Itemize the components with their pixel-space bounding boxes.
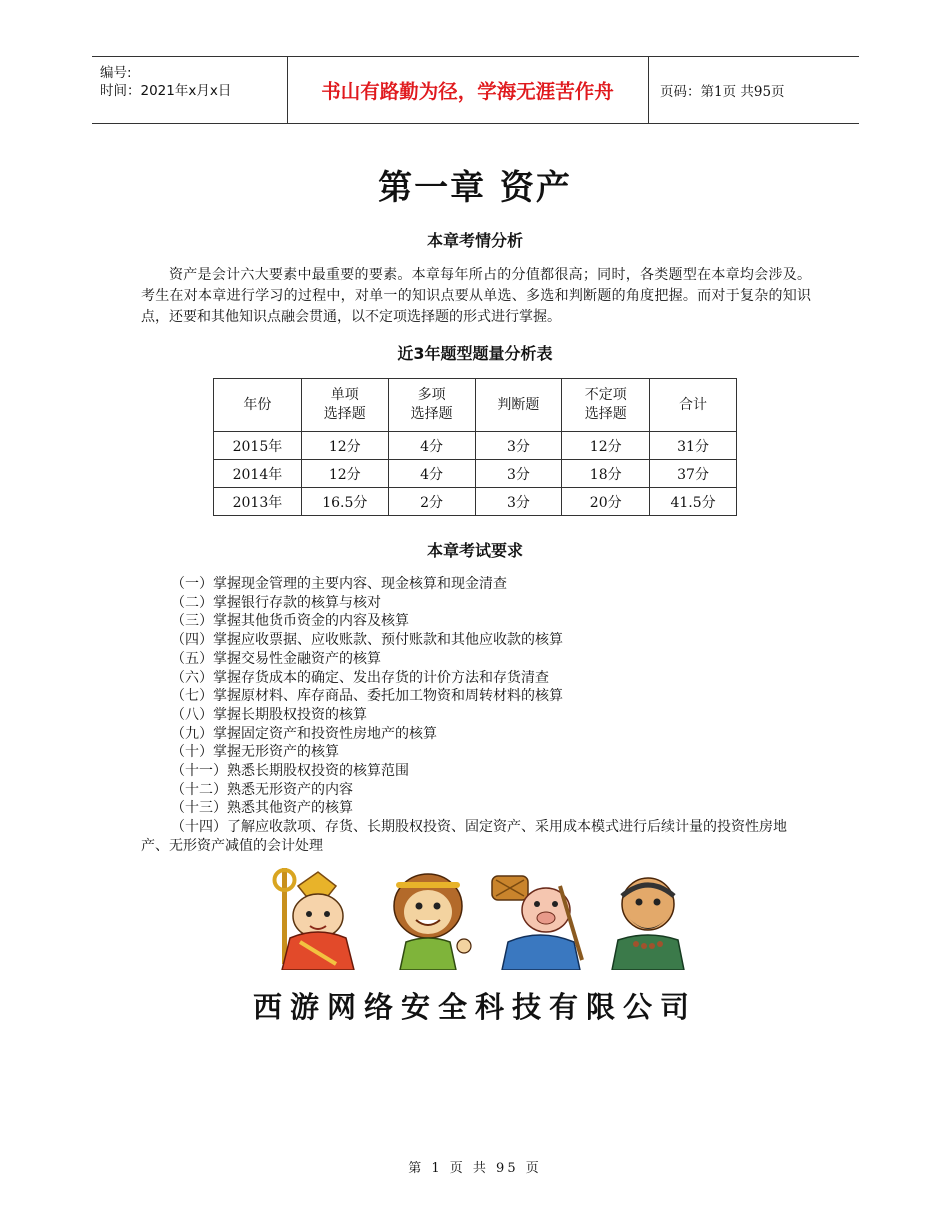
requirements-heading: 本章考试要求 — [426, 541, 523, 560]
analysis-heading: 本章考情分析 — [426, 231, 523, 250]
table-cell: 2分 — [388, 488, 475, 516]
mascot-illustrations — [270, 866, 690, 970]
table-header-cell: 判断题 — [475, 379, 562, 432]
analysis-paragraph: 资产是会计六大要素中最重要的要素。本章每年所占的分值都很高；同时，各类题型在本章均会涉及。考生在对本章进行学习的过程中，对单一的知识点要从单选、多选和判断题的角度把握。而对于复杂的知识点，还要和其他知识点融会贯通，以不定项选择题的形式进行掌握。 — [141, 267, 811, 325]
list-item: （十四）了解应收款项、存货、长期股权投资、固定资产、采用成本模式进行后续计量的投资性房地产、无形资产减值的会计处理 — [141, 819, 787, 854]
table-cell: 41.5分 — [650, 488, 737, 516]
page-footer: 第 1 页 共 95 页 — [408, 1161, 542, 1176]
list-item: （九）掌握固定资产和投资性房地产的核算 — [171, 725, 437, 742]
table-row — [214, 460, 737, 488]
header-motto: 书山有路勤为径，学海无涯苦作舟 — [287, 57, 649, 123]
table-cell: 37分 — [650, 460, 737, 488]
list-item: （十二）熟悉无形资产的内容 — [171, 781, 353, 798]
list-item: （五）掌握交易性金融资产的核算 — [171, 650, 381, 667]
table-cell: 4分 — [388, 432, 475, 460]
list-item: （十一）熟悉长期股权投资的核算范围 — [171, 763, 409, 780]
list-item: （六）掌握存货成本的确定、发出存货的计价方法和存货清查 — [171, 669, 549, 686]
table-cell: 31分 — [650, 432, 737, 460]
table-header-row — [214, 379, 737, 432]
number-label: 编号: — [100, 65, 132, 81]
table-header-cell: 不定项 选择题 — [562, 379, 650, 432]
table-cell: 3分 — [475, 432, 562, 460]
list-item: （三）掌握其他货币资金的内容及核算 — [171, 613, 409, 630]
sandy-mascot-icon — [600, 866, 696, 970]
list-item: （八）掌握长期股权投资的核算 — [171, 706, 367, 723]
page-header — [92, 56, 859, 124]
table-cell: 20分 — [562, 488, 650, 516]
table-header-cell: 多项 选择题 — [388, 379, 475, 432]
table-cell: 16.5分 — [301, 488, 388, 516]
table-cell: 18分 — [562, 460, 650, 488]
header-page-label: 页码：第1页 共95页 — [660, 84, 785, 100]
table-cell: 12分 — [301, 460, 388, 488]
score-table — [213, 378, 737, 516]
table-cell: 2013年 — [214, 488, 302, 516]
table-heading: 近3年题型题量分析表 — [397, 344, 553, 363]
table-header-cell: 年份 — [214, 379, 302, 432]
table-header-cell: 单项 选择题 — [301, 379, 388, 432]
company-name: 西游网络安全科技有限公司 — [252, 990, 697, 1024]
list-item: （七）掌握原材料、库存商品、委托加工物资和周转材料的核算 — [171, 688, 563, 705]
chapter-title: 第一章 资产 — [378, 168, 572, 208]
list-item: （十三）熟悉其他资产的核算 — [171, 800, 353, 817]
list-item: （十）掌握无形资产的核算 — [171, 744, 339, 761]
list-item: （四）掌握应收票据、应收账款、预付账款和其他应收款的核算 — [171, 632, 563, 649]
table-cell: 2014年 — [214, 460, 302, 488]
table-cell: 3分 — [475, 488, 562, 516]
table-header-cell: 合计 — [650, 379, 737, 432]
table-row — [214, 432, 737, 460]
table-cell: 3分 — [475, 460, 562, 488]
list-item: （一）掌握现金管理的主要内容、现金核算和现金清查 — [171, 576, 507, 592]
table-cell: 2015年 — [214, 432, 302, 460]
table-cell: 12分 — [301, 432, 388, 460]
table-cell: 4分 — [388, 460, 475, 488]
monk-mascot-icon — [270, 866, 366, 970]
header-meta — [92, 57, 288, 123]
list-item: （二）掌握银行存款的核算与核对 — [171, 594, 381, 611]
time-label: 时间：2021年x月x日 — [100, 83, 232, 99]
monkey-mascot-icon — [380, 866, 476, 970]
pig-mascot-icon — [490, 866, 586, 970]
table-row — [214, 488, 737, 516]
table-cell: 12分 — [562, 432, 650, 460]
requirements-list — [141, 575, 811, 856]
